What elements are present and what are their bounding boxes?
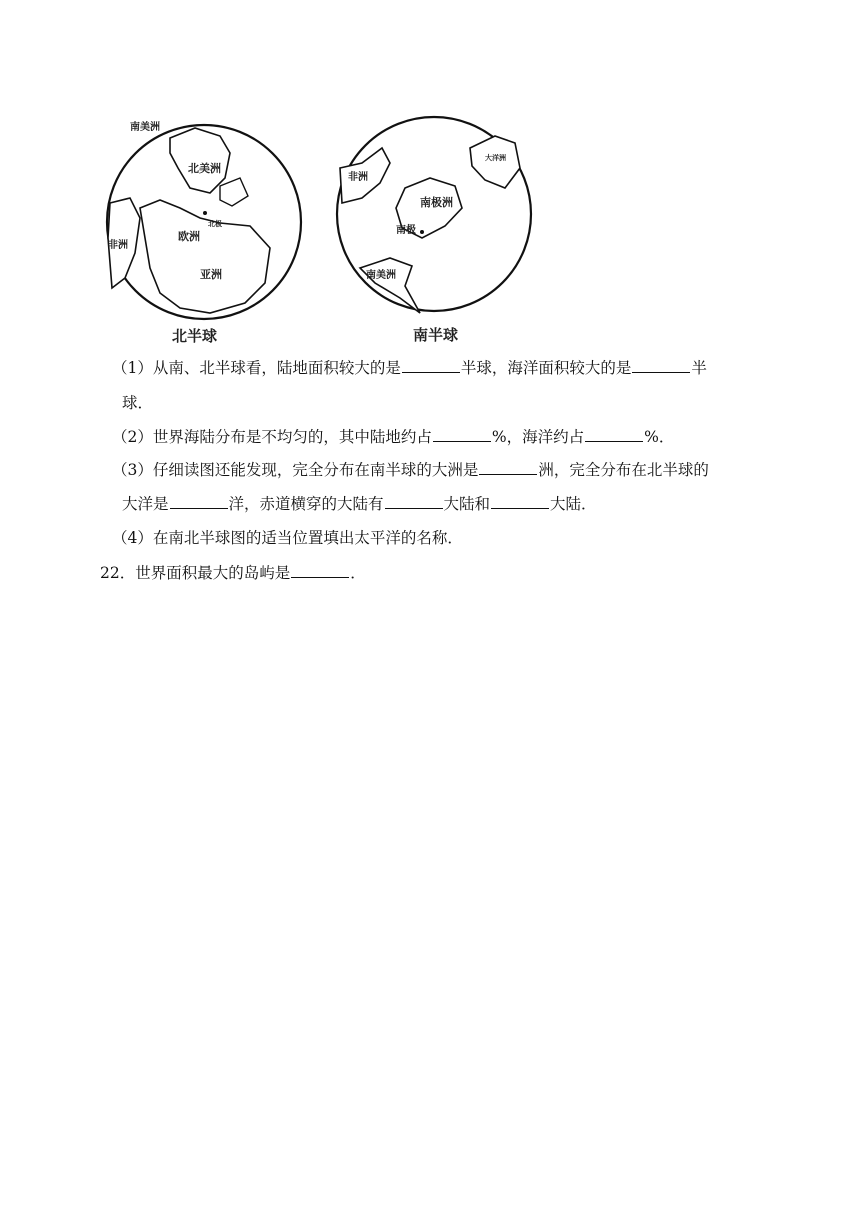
q1-end: 半 bbox=[691, 359, 707, 377]
label-oceania: 大洋洲 bbox=[485, 154, 506, 162]
answer-blank[interactable] bbox=[385, 494, 443, 509]
q4-text: （4）在南北半球图的适当位置填出太平洋的名称． bbox=[112, 529, 463, 547]
question-3-line-2 bbox=[122, 494, 597, 514]
label-africa-south: 非洲 bbox=[348, 172, 368, 183]
southern-hemisphere-map bbox=[337, 117, 531, 344]
label-south-pole: 南极 bbox=[396, 225, 416, 236]
q3-cont-end: 大陆． bbox=[550, 495, 597, 513]
answer-blank[interactable] bbox=[402, 358, 460, 373]
question-22 bbox=[100, 563, 366, 583]
question-2 bbox=[112, 427, 674, 447]
label-africa-north: 非洲 bbox=[108, 240, 128, 251]
q2-prefix: （2）世界海陆分布是不均匀的，其中陆地约占 bbox=[112, 428, 432, 446]
q3-cont-prefix: 大洋是 bbox=[122, 495, 169, 513]
q3-cont-a: 洋，赤道横穿的大陆有 bbox=[228, 495, 384, 513]
northern-hemisphere-map bbox=[107, 120, 301, 345]
label-south-america-north: 南美洲 bbox=[130, 122, 160, 133]
answer-blank[interactable] bbox=[585, 427, 643, 442]
q22-prefix: 22．世界面积最大的岛屿是 bbox=[100, 564, 291, 582]
label-north-pole: 北极 bbox=[208, 220, 222, 228]
hemispheres-figure bbox=[100, 108, 540, 348]
question-1-line-2 bbox=[122, 393, 153, 413]
q3-cont-b: 大陆和 bbox=[443, 495, 491, 513]
q1-mid: 半球，海洋面积较大的是 bbox=[460, 359, 632, 377]
q2-mid: %，海洋约占 bbox=[491, 428, 585, 446]
caption-northern: 北半球 bbox=[172, 327, 218, 345]
q2-end: %． bbox=[644, 428, 675, 446]
q1-cont: 球． bbox=[122, 394, 154, 412]
answer-blank[interactable] bbox=[479, 460, 537, 475]
label-antarctica: 南极洲 bbox=[420, 196, 453, 209]
q3-prefix: （3）仔细读图还能发现，完全分布在南半球的大洲是 bbox=[112, 461, 479, 479]
question-1-line-1 bbox=[112, 358, 707, 378]
label-south-america-south: 南美洲 bbox=[366, 270, 396, 281]
answer-blank[interactable] bbox=[291, 563, 349, 578]
q1-prefix: （1）从南、北半球看，陆地面积较大的是 bbox=[112, 359, 401, 377]
question-4 bbox=[112, 528, 463, 548]
answer-blank[interactable] bbox=[491, 494, 549, 509]
q22-end: ． bbox=[350, 564, 366, 582]
answer-blank[interactable] bbox=[433, 427, 491, 442]
label-europe: 欧洲 bbox=[178, 230, 200, 243]
question-3-line-1 bbox=[112, 460, 709, 480]
label-asia: 亚洲 bbox=[200, 268, 222, 281]
answer-blank[interactable] bbox=[632, 358, 690, 373]
q3-mid: 洲，完全分布在北半球的 bbox=[538, 461, 709, 479]
answer-blank[interactable] bbox=[170, 494, 228, 509]
caption-southern: 南半球 bbox=[413, 326, 459, 344]
label-north-america: 北美洲 bbox=[188, 162, 221, 175]
